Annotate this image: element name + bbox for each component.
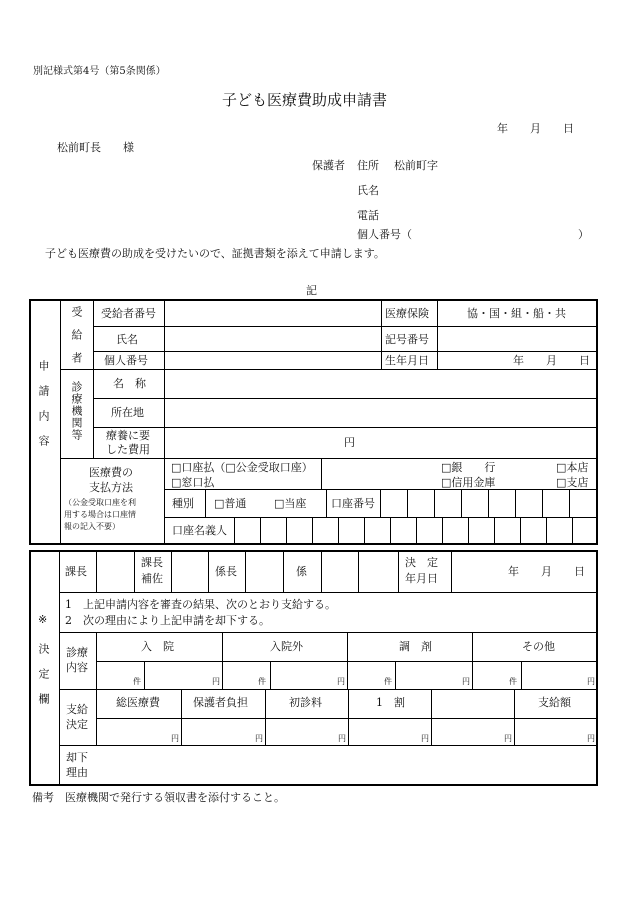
note-label: 備考 (32, 791, 54, 804)
first-visit-unit: 円 (338, 734, 346, 743)
kind-current-checkbox[interactable]: □当座 (274, 497, 307, 510)
decision-date-line1: 決 定 (405, 556, 438, 569)
outpatient-amount-unit: 円 (337, 677, 345, 686)
ratio-unit: 円 (421, 734, 429, 743)
guardian-burden-unit: 円 (255, 734, 263, 743)
clinic-address-label: 所在地 (111, 406, 144, 419)
guardian-burden-header: 保護者負担 (193, 696, 248, 709)
option-counter-checkbox[interactable]: □窓口払 (171, 476, 215, 489)
rejection-label-line1: 却下 (66, 751, 88, 764)
payment-decision-line2: 決定 (66, 718, 88, 731)
birthdate-label: 生年月日 (385, 354, 429, 367)
payment-decision-line1: 支給 (66, 703, 88, 716)
guardian-label: 保護者 (312, 159, 345, 172)
inpatient-count-unit: 件 (133, 677, 141, 686)
payment-note-line2: 用する場合は口座情 (64, 510, 136, 519)
birthdate-value: 年 月 日 (513, 354, 590, 367)
addressee: 松前町長 様 (57, 141, 134, 154)
stamp-kakari-label: 係 (296, 565, 307, 578)
name-label: 氏名 (357, 184, 379, 197)
option-bank-checkbox[interactable]: □銀 行 (441, 461, 496, 474)
other-header: その他 (522, 640, 555, 653)
outpatient-header: 入院外 (270, 640, 303, 653)
option-credit-union-checkbox[interactable]: □信用金庫 (441, 476, 496, 489)
option-main-branch-checkbox[interactable]: □本店 (556, 461, 589, 474)
rejection-label-line2: 理由 (66, 766, 88, 779)
first-visit-header: 初診料 (289, 696, 322, 709)
payment-amount-unit: 円 (587, 734, 595, 743)
payment-method-line1: 医療費の (89, 466, 133, 479)
other-count-unit: 件 (509, 677, 517, 686)
personal-number-label: 個人番号（ (357, 228, 412, 241)
account-number-label: 口座番号 (331, 497, 375, 510)
page-title: 子ども医療費助成申請書 (222, 91, 388, 109)
cost-label-line1: 療養に要 (106, 429, 150, 442)
decision-line1: 1 上記申請内容を審査の結果、次のとおり支給する。 (65, 598, 336, 611)
decision-date-line2: 年月日 (405, 572, 438, 585)
ki-mark: 記 (306, 284, 317, 297)
recipient-name-label: 氏名 (116, 333, 138, 346)
symbol-number-label: 記号番号 (385, 333, 429, 346)
address-value: 松前町字 (394, 159, 438, 172)
decision-side-label: 決定欄 (37, 643, 50, 718)
payment-amount-header: 支給額 (538, 696, 571, 709)
stamp-hosa-line2: 補佐 (141, 572, 163, 585)
dispensing-amount-unit: 円 (462, 677, 470, 686)
date-line: 年 月 日 (497, 122, 574, 135)
clinic-group-label: 診療機関等 (70, 381, 83, 441)
decision-line2: 2 次の理由により上記申請を却下する。 (65, 614, 270, 627)
other-amount-unit: 円 (587, 677, 595, 686)
account-kind-label: 種別 (172, 497, 194, 510)
inpatient-amount-unit: 円 (212, 677, 220, 686)
address-label: 住所 (357, 159, 379, 172)
total-cost-header: 総医療費 (116, 696, 160, 709)
recipient-number-label: 受給者番号 (101, 307, 156, 320)
statement: 子ども医療費の助成を受けたいので、証拠書類を添えて申請します。 (45, 247, 385, 260)
insurance-label: 医療保険 (385, 307, 429, 320)
inpatient-header: 入 院 (141, 640, 174, 653)
stamp-kacho-label: 課長 (65, 565, 87, 578)
note-text: 医療機関で発行する領収書を添付すること。 (65, 791, 285, 804)
personal-number-close: ） (578, 228, 589, 241)
dispensing-header: 調 剤 (399, 640, 432, 653)
application-side-label: 申請内容 (37, 360, 50, 460)
detail-label-line2: 内容 (66, 661, 88, 674)
detail-label-line1: 診療 (66, 646, 88, 659)
stamp-kakaricho-label: 係長 (215, 565, 237, 578)
cost-label-line2: した費用 (106, 443, 150, 456)
stamp-hosa-line1: 課長 (141, 556, 163, 569)
cost-yen: 円 (344, 436, 355, 449)
decision-note-mark: ※ (38, 613, 48, 626)
blank-column-unit: 円 (504, 734, 512, 743)
account-holder-label: 口座名義人 (172, 524, 227, 537)
payment-note-line1: （公金受取口座を利 (64, 498, 136, 507)
payment-note-line3: 報の記入不要） (64, 522, 120, 531)
insurance-types: 協・国・組・船・共 (467, 307, 566, 320)
form-number: 別記様式第4号（第5条関係） (33, 66, 166, 77)
option-account-checkbox[interactable]: □口座払（□公金受取口座） (171, 461, 313, 474)
clinic-name-label: 名 称 (113, 377, 146, 390)
kind-normal-checkbox[interactable]: □普通 (214, 497, 247, 510)
dispensing-count-unit: 件 (384, 677, 392, 686)
recipient-group-label: 受給者 (70, 306, 83, 375)
decision-date-value: 年 月 日 (508, 565, 585, 578)
phone-label: 電話 (357, 209, 379, 222)
recipient-personal-number-label: 個人番号 (104, 354, 148, 367)
outpatient-count-unit: 件 (258, 677, 266, 686)
option-branch-checkbox[interactable]: □支店 (556, 476, 589, 489)
total-cost-unit: 円 (171, 734, 179, 743)
payment-method-line2: 支払方法 (89, 481, 133, 494)
ratio-header: 1 割 (376, 696, 405, 709)
